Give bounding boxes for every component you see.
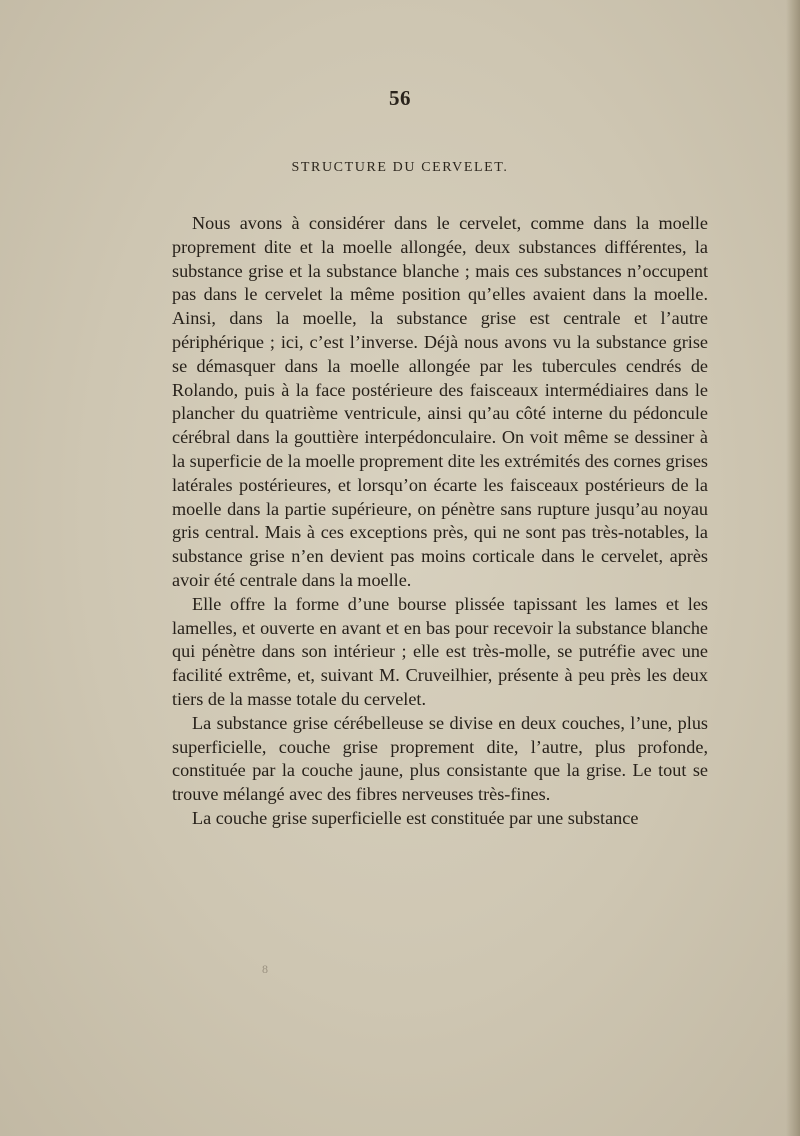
paragraph-4: La couche grise superficielle est constituée par une substance xyxy=(192,807,639,828)
body-text xyxy=(172,212,708,831)
paragraph-1: Nous avons à considérer dans le cervelet, comme dans la moelle proprement dite et la moelle allongée, deux substances différentes, la substance grise et la substance blanche ; mais ces substances n’occupent pas dans le cervelet la même position qu’elles avaient dans la moelle. Ainsi, dans la moelle, la substance grise est centrale et l’autre périphérique ; ici, c’est l’inverse. Déjà nous avons vu la substance grise se démasquer dans la moelle allongée par les tubercules cendrés de Rolando, puis à la face postérieure des faisceaux intermédiaires dans le plancher du quatrième ventricule, ainsi qu’au côté interne du pédoncule cérébral dans la gouttière interpédonculaire. On voit même se dessiner à la superficie de la moelle proprement dite les extrémités des cornes grises latérales postérieures, et lorsqu’on écarte les faisceaux postérieurs de la moelle dans la partie supérieure, on pénètre sans rupture jusqu’au noyau gris central. Mais à ces exceptions près, qui ne sont pas très-notables, la substance grise n’en devient pas moins corticale dans le cervelet, après avoir été centrale dans la moelle. xyxy=(172,213,708,590)
signature-mark: 8 xyxy=(262,962,268,976)
page-number: 56 xyxy=(389,86,411,110)
paragraph-3: La substance grise cérébelleuse se divise en deux couches, l’une, plus superficielle, couche grise proprement dite, l’autre, plus profonde, constituée par la couche jaune, plus consistante que la grise. Le tout se trouve mélangé avec des fibres nerveuses très-fines. xyxy=(172,712,708,805)
running-head: STRUCTURE DU CERVELET. xyxy=(291,160,509,175)
paragraph-2: Elle offre la forme d’une bourse plissée tapissant les lames et les lamelles, et ouverte en avant et en bas pour recevoir la substance blanche qui pénètre dans son intérieur ; elle est très-molle, se putréfie avec une facilité extrême, et, suivant M. Cruveilhier, présente à peu près les deux tiers de la masse totale du cervelet. xyxy=(172,593,708,709)
